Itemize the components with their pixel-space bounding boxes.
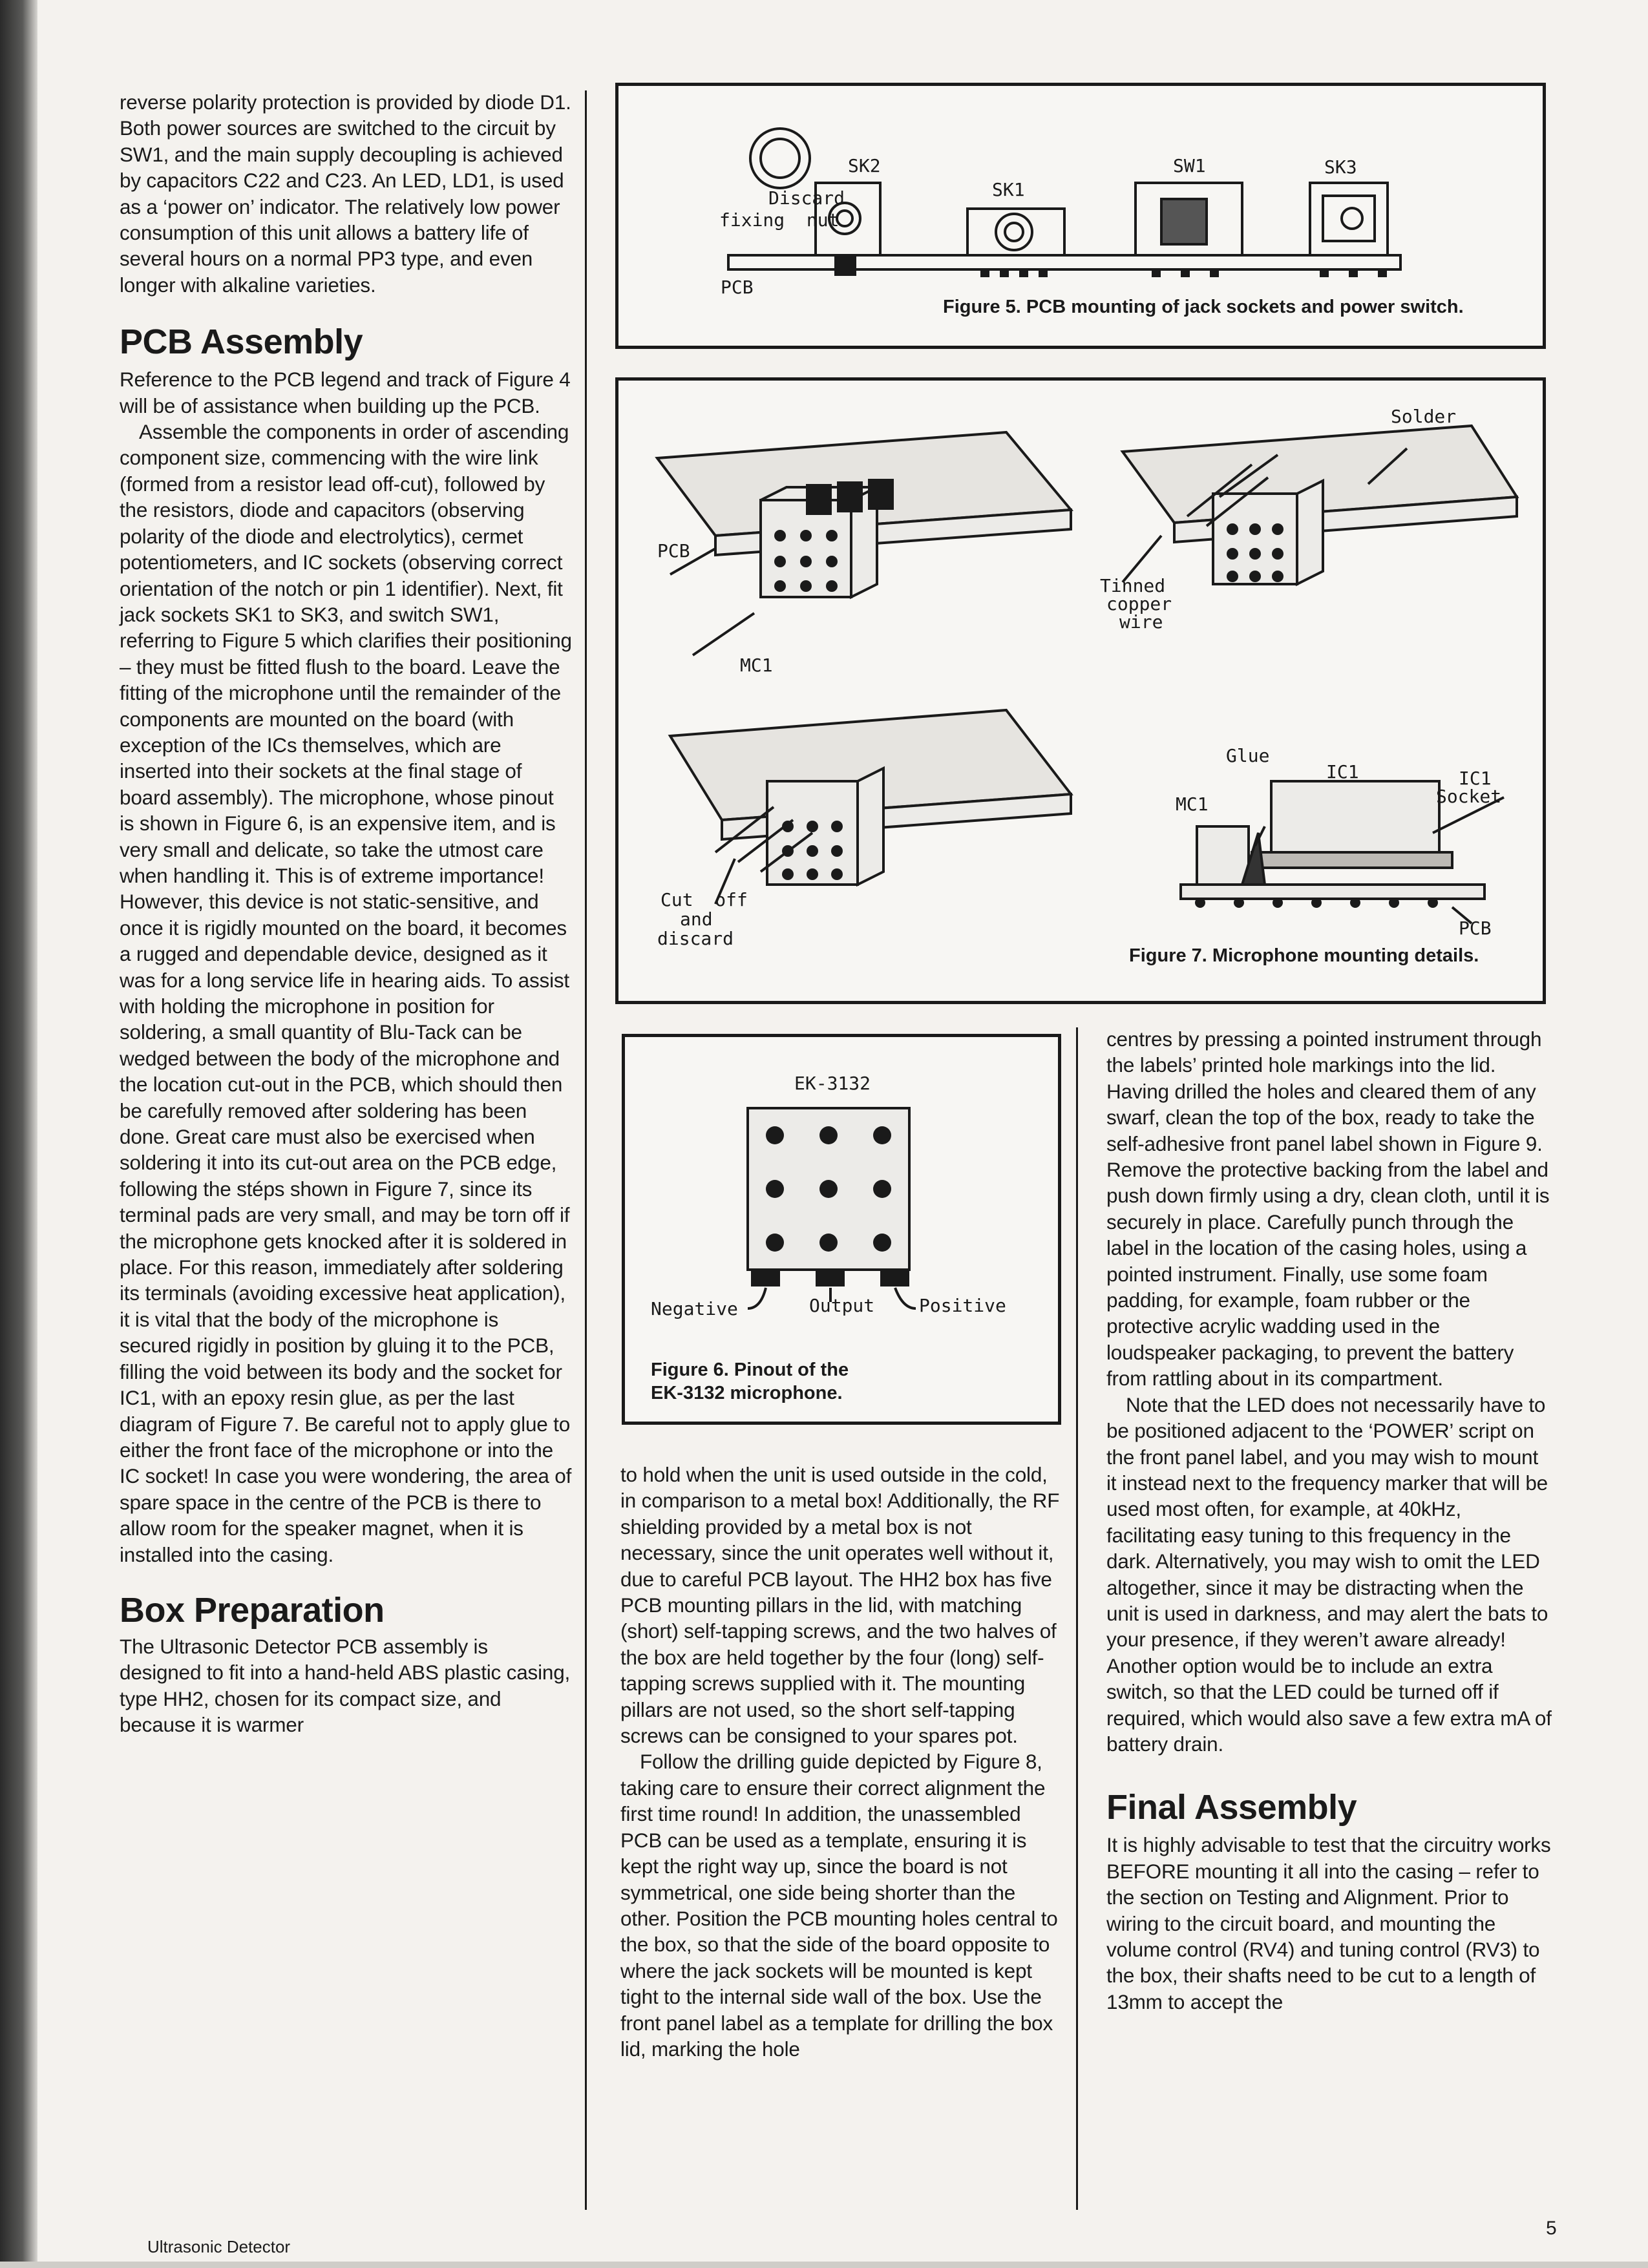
page-number: 5: [1546, 2218, 1557, 2239]
fig7-label-ic1-socket-line1: IC1: [1459, 768, 1492, 789]
box-preparation-heading: Box Preparation: [120, 1590, 385, 1630]
fig5-label-pcb: PCB: [721, 277, 754, 298]
fig7-label-cut-off-line1: Cut off: [660, 889, 748, 910]
middle-paragraph-2: Follow the drilling guide depicted by Figure 8, taking care to ensure their correct alignment the first time round! In addition, the unassembled PCB can be used as a template, ensuring it is kept the right way up, since the board is not symmetrical, one side being shorter than the other. Position the PCB mounting holes central to the box, so that the side of the board opposite to where the jack sockets will be mounted is kept tight to the internal side wall of the box. Use the front panel label as a template for drilling the box lid, marking the hole: [620, 1750, 1058, 2061]
left-column: [120, 89, 572, 1738]
scan-page-edge: [0, 0, 37, 2268]
box-preparation-paragraph-1: The Ultrasonic Detector PCB assembly is designed to fit into a hand-held ABS plastic casing, type HH2, chosen for its compact size, and because it is warmer: [120, 1634, 571, 1737]
middle-paragraph-1: to hold when the unit is used outside in the cold, in comparison to a metal box! Additionally, the RF shielding provided by a metal box is not necessary, since the unit operates well without it, due to careful PCB layout. The HH2 box has five PCB mounting pillars in the lid, with matching (short) self-tapping screws, and the two halves of the box are held together by the four (long) self-tapping screws supplied with it. The mounting pillars are not used, so the short self-tapping screws can be consigned to your spares pot.: [620, 1463, 1060, 1748]
fig7-label-solder: Solder: [1391, 406, 1457, 427]
figure-7-drawing: [618, 381, 1543, 1001]
fig7-label-cut-off-line3: discard: [657, 928, 734, 949]
fig5-label-sk3: SK3: [1324, 156, 1357, 178]
fig5-label-sk2: SK2: [848, 155, 881, 176]
fig5-label-sk1: SK1: [992, 179, 1025, 200]
intro-paragraph: reverse polarity protection is provided by diode D1. Both power sources are switched to the circuit by SW1, and the main supply decoupling is achieved by capacitors C22 and C23. An LED, LD1, is used as a ‘power on’ indicator. The relatively low power consumption of this unit allows a battery life of several hours on a normal PP3 type, and even longer with alkaline varieties.: [120, 90, 571, 297]
fig6-label-negative: Negative: [651, 1298, 738, 1319]
fig7-label-ic1-socket-line2: Socket: [1436, 786, 1502, 807]
column-divider-right: [1076, 1027, 1078, 2210]
figure-6: [622, 1034, 1061, 1425]
fig7-label-mc1-side: MC1: [1176, 793, 1209, 815]
fig7-label-tinned: Tinned: [1100, 575, 1166, 596]
fig6-label-positive: Positive: [919, 1295, 1006, 1316]
fig7-label-glue: Glue: [1226, 745, 1270, 766]
right-paragraph-1: centres by pressing a pointed instrument through the labels’ printed hole markings into the lid. Having drilled the holes and cleared them of any swarf, clean the top of the box, ready to take the self-adhesive front panel label shown in Figure 9. Remove the protective backing from the label and push down firmly using a dry, clean cloth, until it is securely in place. Carefully punch through the label in the location of the casing holes, using a pointed instrument. Finally, use some foam padding, for example, foam rubber or the protective acrylic wadding used in the loudspeaker packaging, to prevent the battery from rattling about in its compartment.: [1106, 1027, 1550, 1391]
fig5-label-sw1: SW1: [1173, 155, 1206, 176]
fig7-label-copper: copper: [1106, 593, 1172, 614]
figure-5-caption: Figure 5. PCB mounting of jack sockets and power switch.: [943, 297, 1464, 317]
figure-5: [615, 83, 1546, 349]
footer-title: Ultrasonic Detector: [147, 2237, 291, 2256]
figure-6-caption-line1: Figure 6. Pinout of the: [651, 1360, 849, 1380]
pcb-assembly-paragraph-1: Reference to the PCB legend and track of Figure 4 will be of assistance when building up the PCB.: [120, 368, 571, 417]
pcb-assembly-heading: PCB Assembly: [120, 322, 363, 362]
fig7-label-pcb-side: PCB: [1459, 918, 1492, 939]
right-paragraph-2: Note that the LED does not necessarily have to be positioned adjacent to the ‘POWER’ script on the front panel label, and you may wish to mount it instead next to the frequency marker that will be used most often, for example, at 40kHz, facilitating easy tuning to this frequency in the dark. Alternatively, you may wish to omit the LED altogether, since it may be distracting when the unit is used in darkness, and may alert the bats to your presence, if they weren’t aware already! Another option would be to include an extra switch, so that the LED could be turned off if required, which would also save a few extra mA of battery drain.: [1106, 1392, 1552, 1756]
fig7-label-wire: wire: [1119, 611, 1163, 633]
figure-7: [615, 377, 1546, 1004]
column-divider-left: [585, 90, 587, 2210]
fig6-part-number: EK-3132: [794, 1073, 871, 1094]
scan-bottom-edge: [0, 2262, 1648, 2268]
fig5-label-fixing-nut: fixing nut: [719, 209, 840, 231]
pcb-assembly-paragraph-2: Assemble the components in order of ascending component size, commencing with the wire link (formed from a resistor lead off-cut), followed by the resistors, diode and capacitors (observing polarity of the diode and electrolytics), cermet potentiometers, and IC sockets (observing correct orientation of the notch or pin 1 identifier). Next, fit jack sockets SK1 to SK3, and switch SW1, referring to Figure 5 which clarifies their positioning – they must be fitted flush to the board. Leave the fitting of the microphone until the remainder of the components are mounted on the board (with exception of the ICs themselves, which are inserted into their sockets at the final stage of board assembly). The microphone, whose pinout is shown in Figure 6, is an expensive item, and is very small and delicate, so take the utmost care when handling it. This is of extreme importance! However, this device is not static-sensitive, and once it is rigidly mounted on the board, it becomes a rugged and dependable device, designed as it was for a long service life in hearing aids. To assist with holding the microphone in position for soldering, a small quantity of Blu-Tack can be wedged between the body of the microphone and the location cut-out in the PCB, which should then be carefully removed after soldering has been done. Great care must also be exercised when soldering it into its cut-out area on the PCB edge, following the stéps shown in Figure 7, since its terminal pads are very small, and may be torn off if the microphone gets knocked after it is soldered in place. For this reason, immediately after soldering its terminals (avoiding excessive heat application), it is vital that the body of the microphone is secured rigidly in position by gluing it to the PCB, filling the void between its body and the socket for IC1, with an epoxy resin glue, as per the last diagram of Figure 7. Be careful not to apply glue to either the front face of the microphone or into the IC socket! In case you were wondering, the area of spare space in the centre of the PCB is there to allow room for the speaker magnet, when it is installed into the casing.: [120, 420, 572, 1566]
figure-6-caption-line2: EK-3132 microphone.: [651, 1383, 843, 1403]
fig7-label-mc1: MC1: [740, 655, 773, 676]
fig7-label-cut-off-line2: and: [680, 908, 713, 930]
figure-7-caption: Figure 7. Microphone mounting details.: [1129, 945, 1479, 966]
fig7-label-pcb: PCB: [657, 540, 690, 562]
middle-column: [620, 1462, 1066, 2062]
fig6-label-output: Output: [809, 1295, 875, 1316]
final-assembly-heading: Final Assembly: [1106, 1788, 1357, 1827]
fig5-label-discard: Discard: [768, 187, 845, 209]
final-assembly-paragraph-1: It is highly advisable to test that the circuitry works BEFORE mounting it all into the casing – refer to the section on Testing and Alignment. Prior to wiring to the circuit board, and mounting the volume control (RV4) and tuning control (RV3) to the box, their shafts need to be cut to a length of 13mm to accept the: [1106, 1833, 1551, 2013]
right-column: [1106, 1026, 1552, 2015]
fig7-label-ic1: IC1: [1326, 761, 1359, 782]
